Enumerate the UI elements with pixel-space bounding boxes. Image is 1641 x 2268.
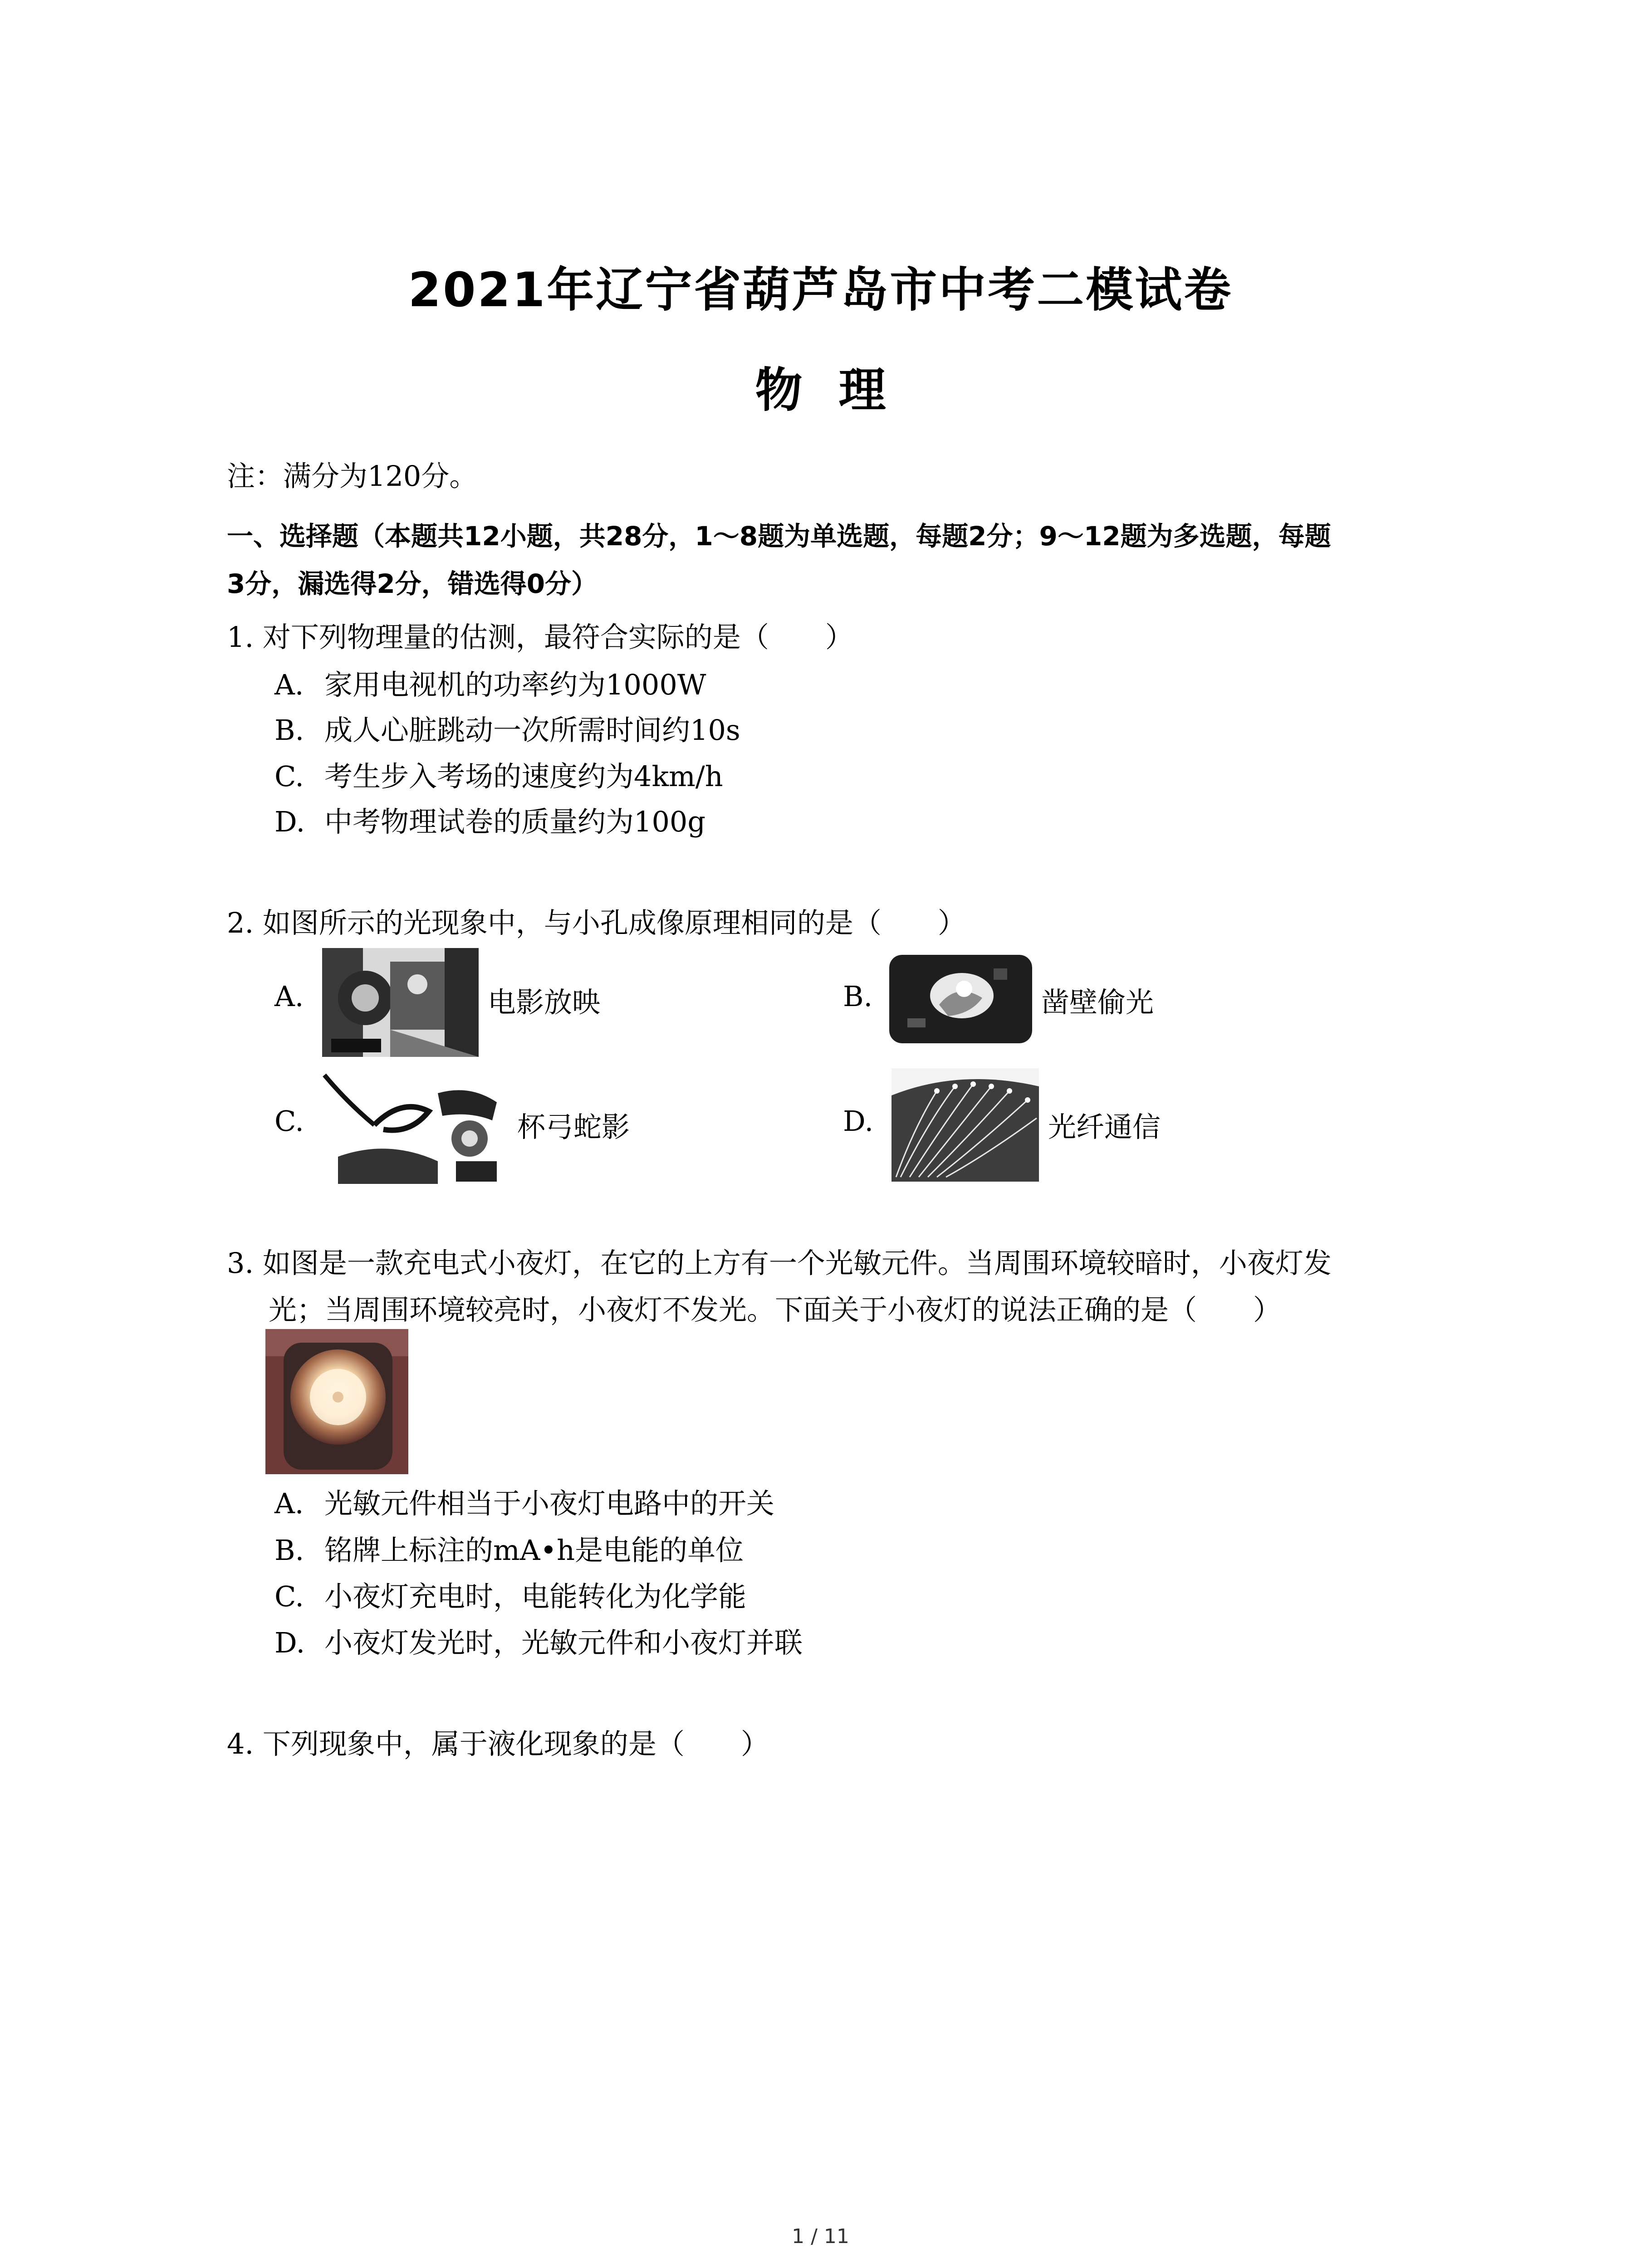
bow-shadow-snake-image xyxy=(320,1070,504,1184)
night-light-image xyxy=(265,1329,408,1474)
subject-title: 物理 xyxy=(755,362,922,418)
optical-fiber-image xyxy=(892,1068,1039,1182)
option-label: C. xyxy=(274,760,304,793)
option-text: 小夜灯发光时，光敏元件和小夜灯并联 xyxy=(324,1626,803,1659)
question-3-option-b xyxy=(274,1528,744,1568)
option-text: 考生步入考场的速度约为4km/h xyxy=(324,760,723,793)
option-text: 铭牌上标注的mA•h是电能的单位 xyxy=(324,1534,744,1567)
question-3-stem-line1: 3. 如图是一款充电式小夜灯，在它的上方有一个光敏元件。当周围环境较暗时，小夜灯发 xyxy=(227,1246,1332,1280)
question-1-option-a xyxy=(274,662,706,703)
question-4-stem: 4. 下列现象中，属于液化现象的是（ ） xyxy=(227,1727,769,1760)
option-text: 中考物理试卷的质量约为100g xyxy=(324,805,706,838)
question-2-option-b-text: 凿壁偷光 xyxy=(1041,986,1154,1019)
question-2-option-a-label: A. xyxy=(274,980,304,1013)
option-label: D. xyxy=(274,805,305,838)
question-1-option-c xyxy=(274,754,723,794)
question-1-option-b xyxy=(274,708,740,748)
score-note: 注：满分为120分。 xyxy=(227,459,478,493)
section-heading-line1: 一、选择题（本题共12小题，共28分，1～8题为单选题，每题2分；9～12题为多选题，每题 xyxy=(227,521,1331,552)
question-3-option-a xyxy=(274,1481,774,1521)
question-2-option-d-label: D. xyxy=(843,1105,874,1138)
question-2-option-d-text: 光纤通信 xyxy=(1048,1110,1161,1144)
option-label: C. xyxy=(274,1580,304,1613)
film-projection-image xyxy=(322,948,479,1057)
option-label: D. xyxy=(274,1626,305,1659)
option-text: 小夜灯充电时，电能转化为化学能 xyxy=(324,1580,747,1613)
question-3-option-d xyxy=(274,1620,803,1661)
option-text: 光敏元件相当于小夜灯电路中的开关 xyxy=(324,1487,775,1520)
section-heading-line2: 3分，漏选得2分，错选得0分） xyxy=(227,568,598,599)
question-3-stem-line2: 光；当周围环境较亮时，小夜灯不发光。下面关于小夜灯的说法正确的是（ ） xyxy=(269,1293,1282,1326)
option-label: A. xyxy=(274,668,304,701)
option-label: A. xyxy=(274,1487,304,1520)
question-2-option-b-label: B. xyxy=(843,980,873,1013)
stealing-light-image xyxy=(889,955,1032,1043)
question-1-stem: 1. 对下列物理量的估测，最符合实际的是（ ） xyxy=(227,621,853,654)
question-2-option-c-label: C. xyxy=(274,1105,304,1138)
option-label: B. xyxy=(274,714,304,747)
question-2-stem: 2. 如图所示的光现象中，与小孔成像原理相同的是（ ） xyxy=(227,906,966,939)
question-1-option-d xyxy=(274,799,705,840)
question-2-option-a-text: 电影放映 xyxy=(488,986,601,1019)
question-3-option-c xyxy=(274,1574,746,1614)
question-2-option-c-text: 杯弓蛇影 xyxy=(517,1110,630,1144)
option-text: 成人心脏跳动一次所需时间约10s xyxy=(324,714,740,747)
option-label: B. xyxy=(274,1534,304,1567)
option-text: 家用电视机的功率约为1000W xyxy=(324,668,706,701)
page-number: 1 / 11 xyxy=(792,2225,849,2248)
exam-title: 2021年辽宁省葫芦岛市中考二模试卷 xyxy=(408,262,1233,318)
